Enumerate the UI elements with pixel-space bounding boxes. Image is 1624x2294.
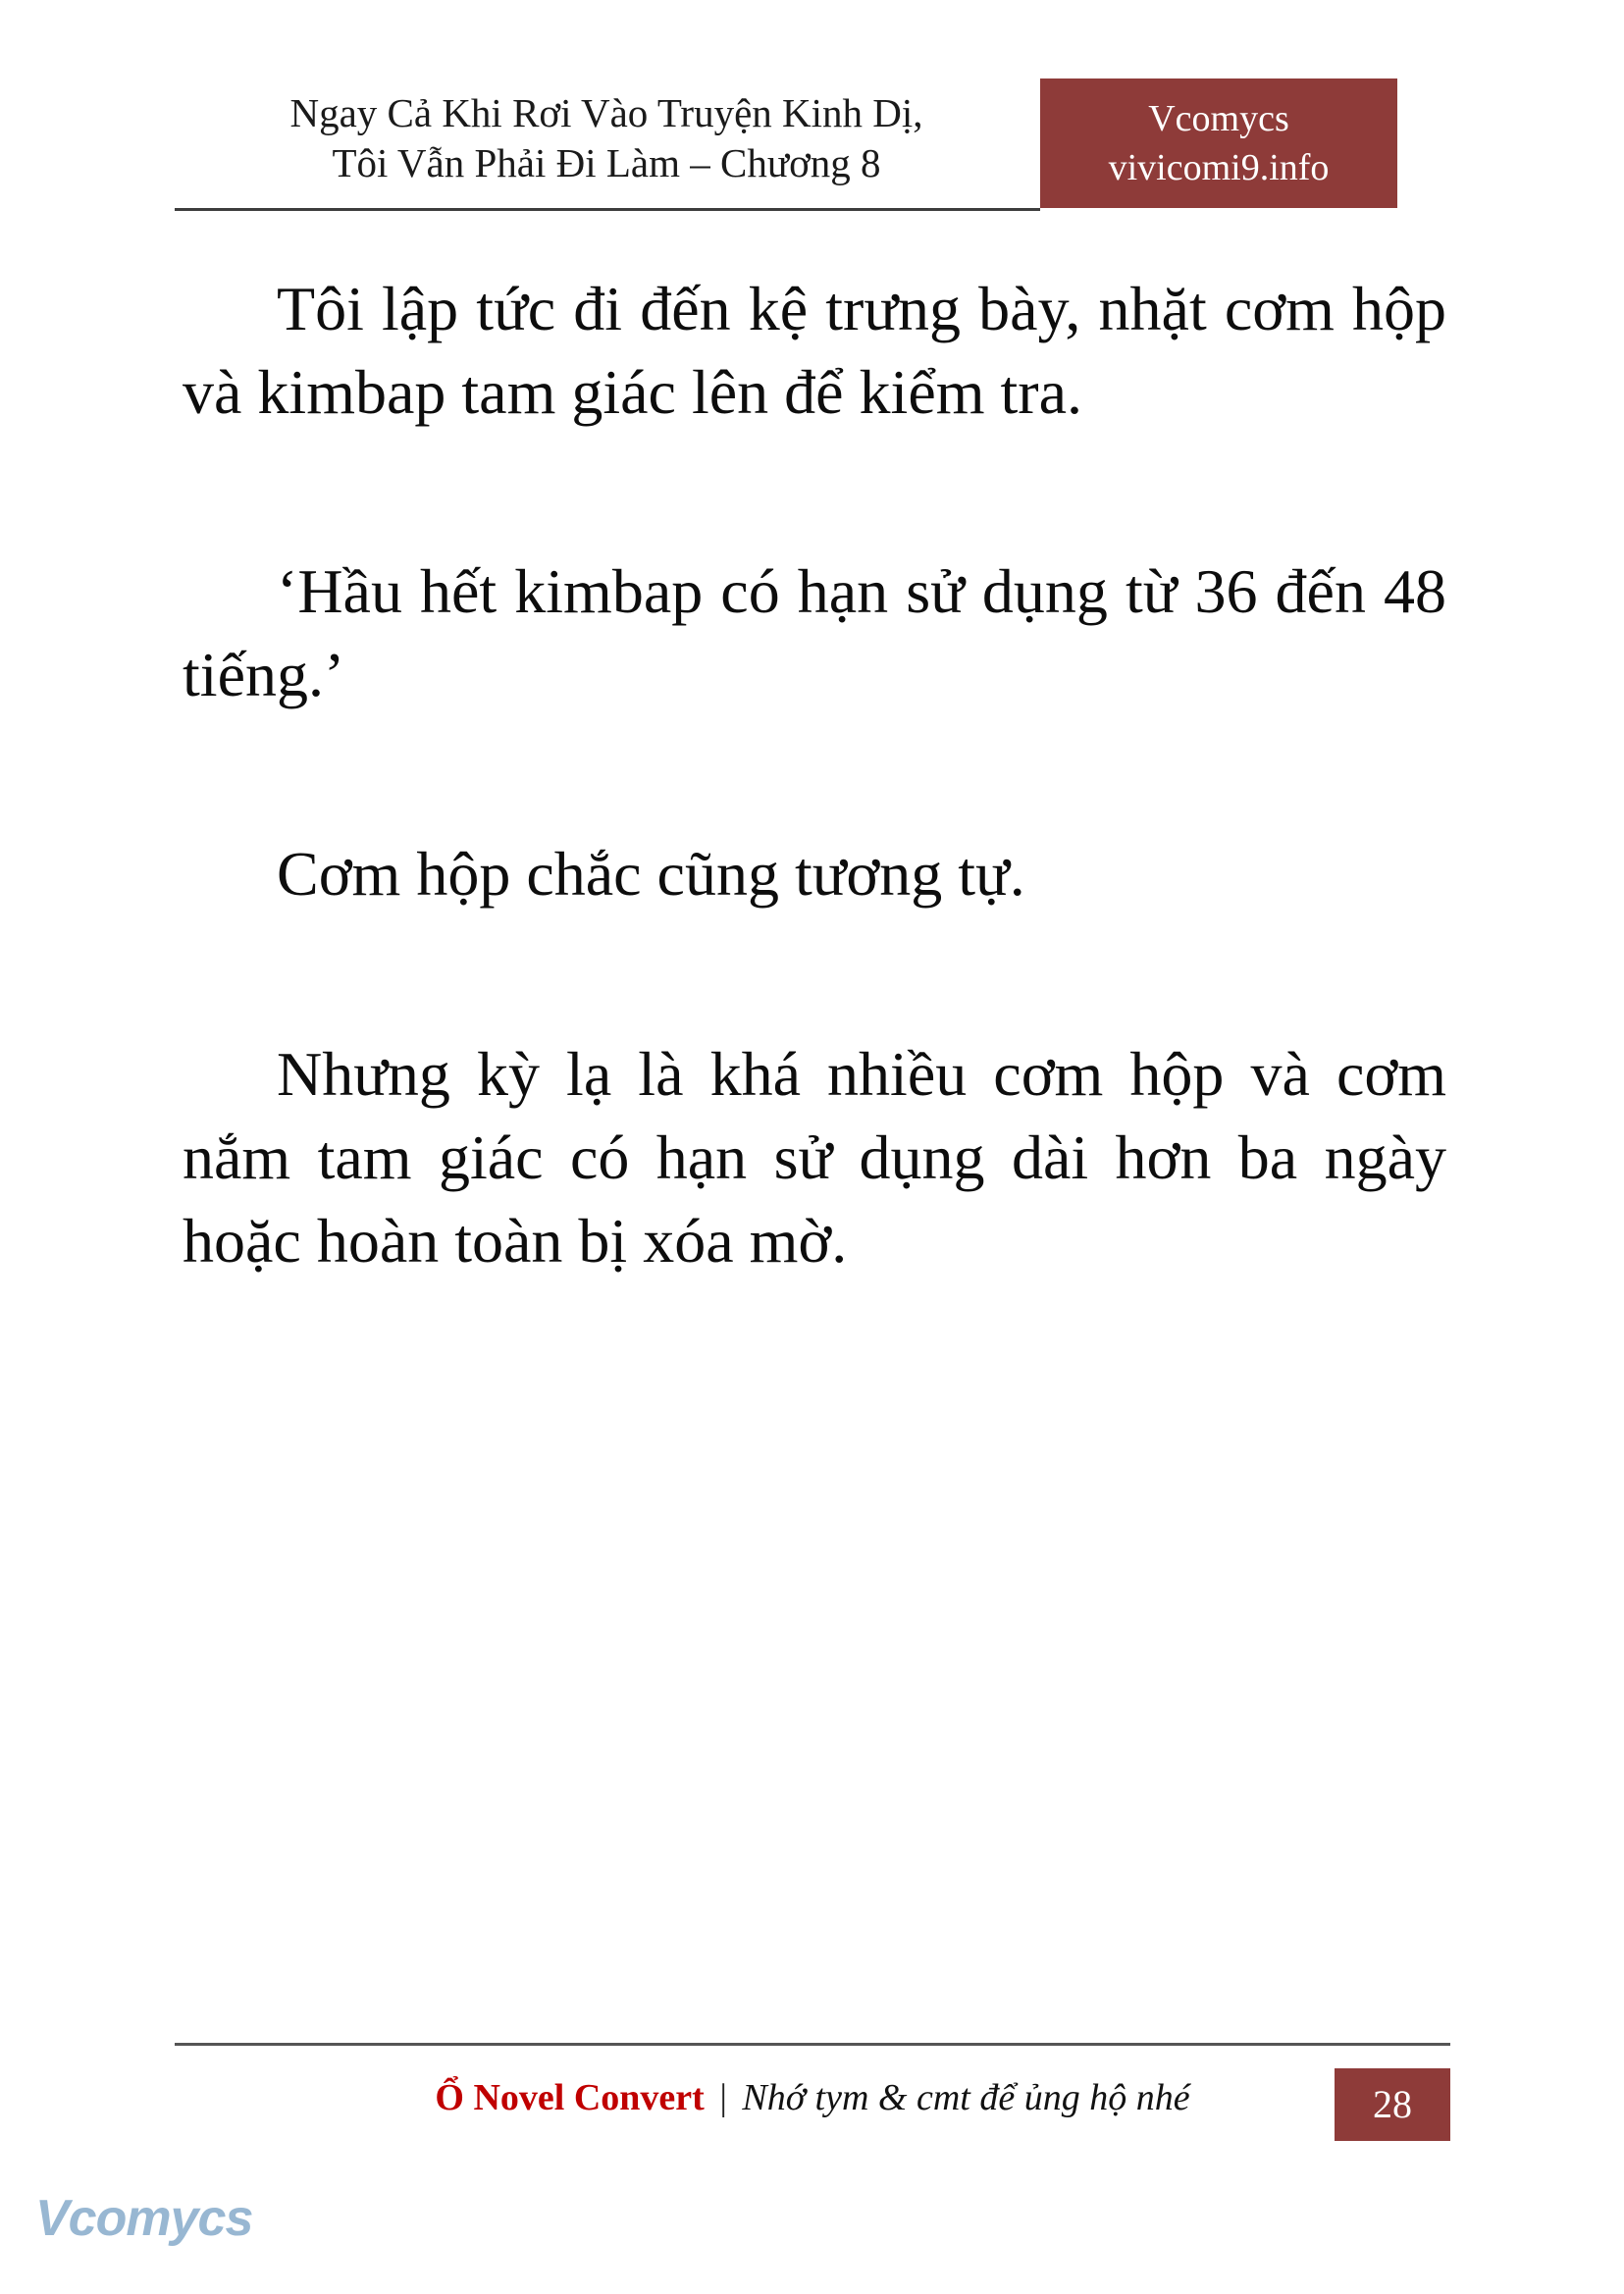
header-title: [175, 88, 1038, 189]
paragraph-gap: [183, 916, 1446, 1032]
paragraph-gap: [183, 434, 1446, 549]
footer-row: [175, 2068, 1450, 2137]
site-badge-name: Vcomycs: [1148, 98, 1289, 139]
watermark-text: Vcomycs: [35, 2190, 253, 2247]
site-badge: [1040, 78, 1397, 208]
footer-brand: Ổ Novel Convert: [435, 2077, 705, 2118]
paragraph-gap: [183, 716, 1446, 832]
watermark-logo: [35, 2176, 271, 2261]
header-title-line2: Tôi Vẫn Phải Đi Làm – Chương 8: [332, 140, 881, 186]
site-badge-url: vivicomi9.info: [1108, 147, 1330, 189]
paragraph-4: Nhưng kỳ lạ là khá nhiều cơm hộp và cơm nắm tam giác có hạn sử dụng dài hơn ba ngày hoặc hoàn toàn bị xóa mờ.: [183, 1038, 1446, 1276]
footer-separator: |: [719, 2077, 727, 2118]
page-number: 28: [1335, 2068, 1450, 2141]
paragraph-1: Tôi lập tức đi đến kệ trưng bày, nhặt cơm hộp và kimbap tam giác lên để kiểm tra.: [183, 274, 1446, 428]
page-header: [175, 88, 1450, 216]
footer-note: Nhớ tym & cmt để ủng hộ nhé: [742, 2077, 1190, 2118]
page-content: [183, 267, 1446, 1282]
footer-divider: [175, 2043, 1450, 2046]
paragraph-2: ‘Hầu hết kimbap có hạn sử dụng từ 36 đến 48 tiếng.’: [183, 556, 1446, 710]
header-title-line1: Ngay Cả Khi Rơi Vào Truyện Kinh Dị,: [289, 90, 923, 135]
paragraph-3: Cơm hộp chắc cũng tương tự.: [277, 839, 1025, 910]
footer-credit: [175, 2076, 1450, 2119]
header-divider: [175, 208, 1040, 211]
